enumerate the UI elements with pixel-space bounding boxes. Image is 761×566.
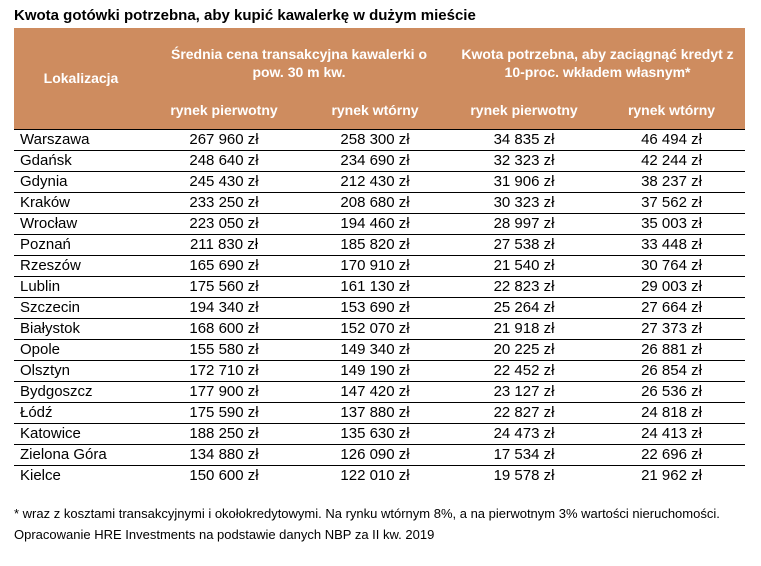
value-cell: 26 536 zł	[598, 381, 745, 402]
table-row	[14, 360, 745, 381]
value-cell: 137 880 zł	[300, 402, 450, 423]
value-cell: 28 997 zł	[450, 213, 598, 234]
value-cell: 37 562 zł	[598, 192, 745, 213]
value-cell: 27 373 zł	[598, 318, 745, 339]
value-cell: 30 764 zł	[598, 255, 745, 276]
value-cell: 134 880 zł	[148, 444, 300, 465]
value-cell: 29 003 zł	[598, 276, 745, 297]
city-cell: Białystok	[14, 318, 148, 339]
table-row	[14, 129, 745, 150]
sub-header-primary-market-2: rynek pierwotny	[450, 98, 598, 129]
value-cell: 38 237 zł	[598, 171, 745, 192]
value-cell: 194 460 zł	[300, 213, 450, 234]
value-cell: 17 534 zł	[450, 444, 598, 465]
value-cell: 153 690 zł	[300, 297, 450, 318]
value-cell: 194 340 zł	[148, 297, 300, 318]
table-row	[14, 297, 745, 318]
value-cell: 42 244 zł	[598, 150, 745, 171]
value-cell: 135 630 zł	[300, 423, 450, 444]
value-cell: 161 130 zł	[300, 276, 450, 297]
value-cell: 27 538 zł	[450, 234, 598, 255]
city-cell: Lublin	[14, 276, 148, 297]
value-cell: 208 680 zł	[300, 192, 450, 213]
table-row	[14, 150, 745, 171]
city-cell: Opole	[14, 339, 148, 360]
footnotes	[14, 503, 747, 545]
value-cell: 175 560 zł	[148, 276, 300, 297]
value-cell: 30 323 zł	[450, 192, 598, 213]
table-row	[14, 213, 745, 234]
table-row	[14, 192, 745, 213]
value-cell: 233 250 zł	[148, 192, 300, 213]
source-note: Opracowanie HRE Investments na podstawie danych NBP za II kw. 2019	[14, 527, 435, 542]
city-cell: Wrocław	[14, 213, 148, 234]
sub-header-primary-market-1: rynek pierwotny	[148, 98, 300, 129]
city-cell: Olsztyn	[14, 360, 148, 381]
value-cell: 34 835 zł	[450, 129, 598, 150]
value-cell: 150 600 zł	[148, 465, 300, 486]
value-cell: 22 827 zł	[450, 402, 598, 423]
header-group-row	[14, 28, 745, 98]
value-cell: 20 225 zł	[450, 339, 598, 360]
value-cell: 22 696 zł	[598, 444, 745, 465]
city-cell: Bydgoszcz	[14, 381, 148, 402]
value-cell: 165 690 zł	[148, 255, 300, 276]
city-cell: Szczecin	[14, 297, 148, 318]
city-cell: Kielce	[14, 465, 148, 486]
value-cell: 234 690 zł	[300, 150, 450, 171]
value-cell: 25 264 zł	[450, 297, 598, 318]
value-cell: 21 962 zł	[598, 465, 745, 486]
value-cell: 188 250 zł	[148, 423, 300, 444]
city-cell: Katowice	[14, 423, 148, 444]
value-cell: 46 494 zł	[598, 129, 745, 150]
value-cell: 168 600 zł	[148, 318, 300, 339]
table-row	[14, 234, 745, 255]
table-row	[14, 465, 745, 486]
table-row	[14, 423, 745, 444]
table-row	[14, 171, 745, 192]
value-cell: 35 003 zł	[598, 213, 745, 234]
value-cell: 122 010 zł	[300, 465, 450, 486]
value-cell: 31 906 zł	[450, 171, 598, 192]
city-cell: Gdańsk	[14, 150, 148, 171]
value-cell: 32 323 zł	[450, 150, 598, 171]
value-cell: 211 830 zł	[148, 234, 300, 255]
value-cell: 155 580 zł	[148, 339, 300, 360]
table-row	[14, 381, 745, 402]
value-cell: 26 881 zł	[598, 339, 745, 360]
value-cell: 19 578 zł	[450, 465, 598, 486]
value-cell: 24 413 zł	[598, 423, 745, 444]
column-header-location: Lokalizacja	[14, 28, 148, 129]
value-cell: 152 070 zł	[300, 318, 450, 339]
table-row	[14, 402, 745, 423]
city-cell: Poznań	[14, 234, 148, 255]
value-cell: 22 452 zł	[450, 360, 598, 381]
value-cell: 27 664 zł	[598, 297, 745, 318]
city-cell: Gdynia	[14, 171, 148, 192]
value-cell: 149 190 zł	[300, 360, 450, 381]
value-cell: 223 050 zł	[148, 213, 300, 234]
value-cell: 245 430 zł	[148, 171, 300, 192]
column-group-credit: Kwota potrzebna, aby zaciągnąć kredyt z 10-proc. wkładem własnym*	[450, 28, 745, 98]
value-cell: 26 854 zł	[598, 360, 745, 381]
value-cell: 267 960 zł	[148, 129, 300, 150]
city-cell: Kraków	[14, 192, 148, 213]
city-cell: Rzeszów	[14, 255, 148, 276]
city-cell: Łódź	[14, 402, 148, 423]
table-row	[14, 318, 745, 339]
value-cell: 172 710 zł	[148, 360, 300, 381]
value-cell: 23 127 zł	[450, 381, 598, 402]
value-cell: 24 818 zł	[598, 402, 745, 423]
city-cell: Zielona Góra	[14, 444, 148, 465]
value-cell: 21 918 zł	[450, 318, 598, 339]
value-cell: 170 910 zł	[300, 255, 450, 276]
value-cell: 177 900 zł	[148, 381, 300, 402]
footnote-asterisk: * wraz z kosztami transakcyjnymi i okołokredytowymi. Na rynku wtórnym 8%, a na pierwotnym 3% wartości nieruchomości.	[14, 506, 720, 521]
value-cell: 248 640 zł	[148, 150, 300, 171]
table-row	[14, 339, 745, 360]
page-title: Kwota gotówki potrzebna, aby kupić kawalerkę w dużym mieście	[14, 7, 476, 24]
table-row	[14, 444, 745, 465]
value-cell: 258 300 zł	[300, 129, 450, 150]
data-table	[14, 28, 745, 486]
sub-header-secondary-market-2: rynek wtórny	[598, 98, 745, 129]
value-cell: 33 448 zł	[598, 234, 745, 255]
value-cell: 149 340 zł	[300, 339, 450, 360]
value-cell: 147 420 zł	[300, 381, 450, 402]
value-cell: 22 823 zł	[450, 276, 598, 297]
table-body	[14, 129, 745, 486]
value-cell: 212 430 zł	[300, 171, 450, 192]
column-group-price: Średnia cena transakcyjna kawalerki o pow. 30 m kw.	[148, 28, 450, 98]
sub-header-secondary-market-1: rynek wtórny	[300, 98, 450, 129]
table-row	[14, 276, 745, 297]
value-cell: 185 820 zł	[300, 234, 450, 255]
value-cell: 21 540 zł	[450, 255, 598, 276]
value-cell: 175 590 zł	[148, 402, 300, 423]
table-row	[14, 255, 745, 276]
city-cell: Warszawa	[14, 129, 148, 150]
value-cell: 126 090 zł	[300, 444, 450, 465]
value-cell: 24 473 zł	[450, 423, 598, 444]
table-header	[14, 28, 745, 129]
